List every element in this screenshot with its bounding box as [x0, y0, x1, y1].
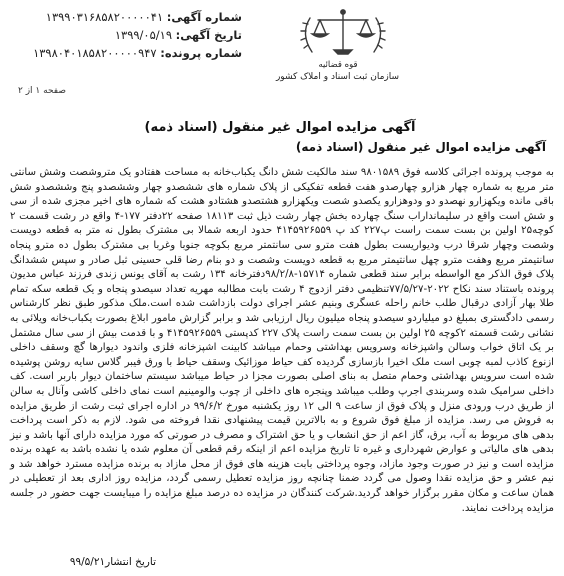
organization-name: سازمان ثبت اسناد و املاک کشور [275, 72, 400, 82]
ad-date-value: ۱۳۹۹/۰۵/۱۹ [114, 28, 173, 42]
ad-date-row [12, 26, 242, 44]
publish-date: تاریخ انتشار۹۹/۵/۲۱ [69, 556, 156, 568]
ad-date-label: تاریخ آگهی: [175, 28, 242, 42]
ad-number-value: ۱۳۹۹۰۳۱۶۸۵۸۲۰۰۰۰۰۴۱ [45, 10, 164, 24]
case-number-row [12, 44, 242, 62]
case-number-value: ۱۳۹۸۰۴۰۱۸۵۸۲۰۰۰۰۰۹۴۷ [33, 46, 157, 60]
ad-meta-block [12, 8, 242, 62]
ad-number-row [12, 8, 242, 26]
scales-of-justice-emblem-icon [288, 6, 398, 62]
auction-notice-body: به موجب پرونده اجرائی کلاسه فوق ۹۸۰۱۵۸۹ سند مالکیت شش دانگ یکباب‌خانه به مساحت هفتادو یک مترو‌شصت وشش سانتی متر مربع به شماره چهار هزارو چهارصدو هفت قطعه تفکیکی از پلاک شماره های ششصدو چهار وششصدو پنج وششصدو شش باقی مانده ویکهزارو نهصدو دو ودوهزارو یکصدو شصت ویکهزارو هشتصدو هشتادو هشت که شماره های اخیر مجزی شده از سی و شش است واقع در سلیمانداراب سنگ چهارده بخش چهار رشت ذیل ثبت ۱۸۱۱۳ صفحه ۲۲دفتر ۱۷۷-۴ واقع در رشت قسمت ۲ کوچه۲۵ اولین بن بست سمت راست پ۲۲۷ کد پ ۴۱۴۵۹۲۶۵۵۹ حدود اربعه شمالا بی مشترک بطول نه متر به قطعه دویست وشصت وچهار شرقا درب ودیواریست بطول هفت مترو سی سانتمتر مربع بکوچه جنوبا وغربا بی مشترک بطول ده مترو پنجاه سانتیمتر مربع وهفت مترو چهل سانتیمتر مربع به قطعه دویست وشصت و دو بنام رضا قلی حسینی ثبل صادر و سپس ششدانگ پلاک فوق الذکر مع الواسطه برابر سند قطعی شماره ۱۵۷۱۴-۹۸/۲/۸دفترخانه ۱۳۴ رشت به آقای یونس زندی فرزند عباس مدیون پرونده باستناد سند نکاح ۲۰۲۲-۷۷/۵/۲۷تنظیمی دفتر ازدوج ۴ رشت بابت مطالبه مهریه تعداد سیصدو پنجاه و یک قطعه سکه تمام طلا بهار آزادی درقبال طلب خانم راحله عسگری وبنیم عشر اجرای دولت بازداشت شده است.ملک مذکور طبق نظر کارشناس رسمی دادگستری بمبلغ دو میلیاردو سیصدو پنجاه میلیون ریال ارزیابی شد و برابر گزارش مامور ابلاغ بصورت یکباب‌خانه ویلائی به نشانی رشت قسمته ۲کوچه ۲۵ اولین بن بست سمت راست پلاک ۲۲۷ کدپستی ۴۱۴۵۹۲۶۵۵۹ و با قدمت بیش از سی سال مشتمل بر یک اتاق خواب وسالن واشپزخانه وسرویس بهداشتی وحمام میباشد کابینت اشپزخانه فلزی واندود دیوارها گچ وسقف داخلی ازنوع کاذب لمبه چوبی است ملک اخیرا بازسازی گردیده کف حیاط موزائیک وسقف حیاط با ورق فیبر گلاس سایه روشن پوشیده شده است سرویس بهداشتی وحمام متصل به بنای اصلی بصورت مجزا در حیاط میباشد سیستم ساختمان دیوار باربر است. کف داخلی سرامیک شده وسربندی اجرپ وطلب میباشد وپنجره های داخلی از چوب والومینیم است نمای داخلی کاشی وآنال به سالن از طریق درب ورودی منزل و پلاک فوق از ساعت ۹ الی ۱۲ روز یکشنبه مورخ ۹۹/۶/۲ در اداره اجرای ثبت رشت از طریق مزایده به فروش می رسد. مزایده از مبلغ فوق شروع و به بالاترین قیمت پیشنهادی نقدا فروخته می شود. لازم به ذکر است پرداخت بدهی های مربوط به آب، برق، گاز اعم از حق انشعاب و یا حق اشتراک و مصرف در صورتی که مورد مزایده دارای آنها باشد و نیز بدهی های مالیاتی و عوارض شهرداری و غیره تا تاریخ مزایده اعم از اینکه رقم قطعی آن معلوم شده یا نشده باشد به عهده برنده مزایده است و نیز در صورت وجود مازاد، وجوه پرداختی بابت هزینه های فوق از محل مازاد به برنده مزایده مسترد خواهد شد و نیم عشر و حق مزایده نقدا وصول می گردد ضمنا چنانچه روز مزایده تعطیل رسمی گردد، مزایده روز اداری بعد از تعطیلی در همان ساعت و مکان مقرر برگزار خواهد گردید.شرکت کنندگان در مزایده ده درصد مبلغ مزایده را میبایست جهت حضور در جلسه مزایده پرداخت نمایند. [10, 167, 555, 514]
page-number: صفحه ۱ از ۲ [18, 86, 66, 96]
document-title: آگهی مزایده اموال غیر منقول (اسناد ذمه) [144, 120, 416, 135]
ad-number-label: شماره آگهی: [166, 10, 242, 24]
judiciary-name: قوه قضائیه [318, 60, 358, 70]
document-subtitle: آگهی مزایده اموال غیر منقول (اسناد ذمه) [295, 140, 546, 154]
case-number-label: شماره پرونده: [160, 46, 242, 60]
